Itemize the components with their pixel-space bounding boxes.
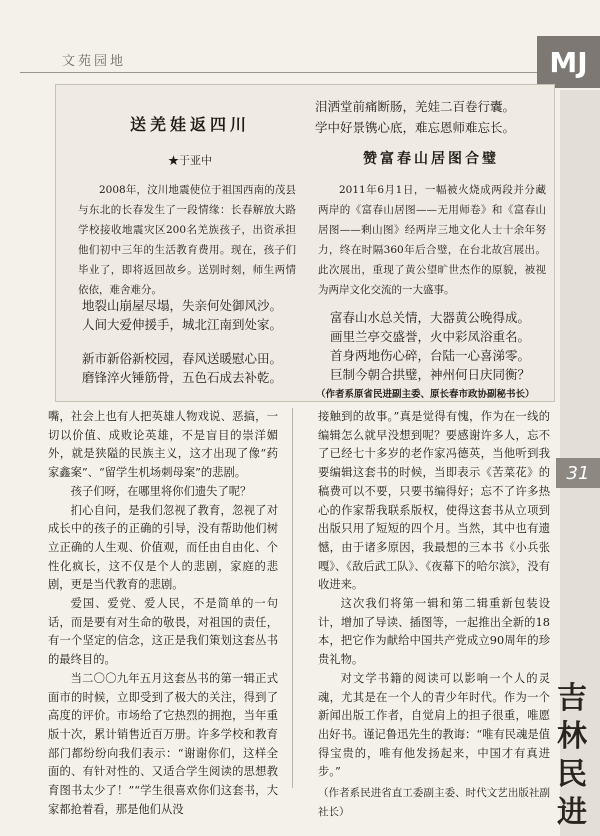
column-name-char: 民	[557, 757, 587, 792]
poem-line: 地裂山崩屋尽塌，失亲何处御风沙。	[82, 298, 283, 313]
column-name-jilin-minjin	[548, 680, 596, 832]
paragraph: 这次我们将第一辑和第二辑重新包装设计，增加了导读、插图等，一起推出全新的18本，把它作为献给中国共产党成立90周年的珍贵礼物。	[318, 597, 550, 667]
poem-1	[82, 296, 302, 402]
header-divider	[20, 72, 538, 73]
article-intro-2: 2011年6月1日，一幅被火烧成两段并分藏两岸的《富春山居图——无用师卷》和《富春山居图——剩山图》经两岸三地文化人士十余年努力，终在时隔360年后合璧，在台北故宫展出。此次展出，重现了黄公望旷世杰作的原貌，被视为两岸文化交流的一大盛事。	[318, 184, 546, 296]
mj-badge: MJ	[537, 36, 600, 88]
poem-line: 富春山水总关情，大器黄公晚得成。	[330, 310, 531, 325]
author-attribution-body: （作者系民进省直工委副主委、时代文艺出版社副社长）	[318, 787, 550, 818]
poem-line: 新市新俗新校园，春风送暖慰心田。	[82, 351, 283, 366]
column-divider	[292, 408, 293, 788]
poem-stanza	[82, 349, 302, 387]
page-number: 31	[556, 458, 600, 488]
section-label: 文苑园地	[62, 54, 127, 69]
article-author: ★于亚中	[168, 154, 212, 167]
paragraph: 当二〇〇九年五月这套丛书的第一辑正式面市的时候，立即受到了极大的关注，得到了高度的评价。市场给了它热烈的拥抱，当年重版十次，累计销售近百万册。许多学校和教育部门都纷纷向我们表示：“谢谢你们，这样全面的、有针对性的、又适合学生阅读的思想教育图书太少了！”“学生很喜欢你们这套书，大家都抢着看，那是他们从没	[48, 671, 278, 816]
poem-line: 泪洒堂前痛断肠，羌娃二百卷行囊。	[315, 99, 516, 114]
poem-line: 画里兰亭交盛誉，火中彩凤浴重名。	[330, 329, 531, 344]
poem-line: 人间大爱伸援手，城北江南到处家。	[82, 317, 283, 332]
body-column-right	[318, 408, 550, 821]
paragraph: 孩子们呀，在哪里将你们遗失了呢？	[70, 484, 252, 498]
poem-1-continued	[315, 96, 545, 138]
article-intro-1: 2008年，汶川地震使位于祖国西南的茂县与东北的长春发生了一段情缘：长春解放大路学校接收地震灾区200名羌族孩子，出资承担他们初中三年的生活教育费用。现在，孩子们毕业了，即将返回故乡。送别时刻，师生两情依依，难舍难分。	[78, 184, 296, 296]
article-title-send-qiang-children: 送羌娃返四川	[129, 115, 250, 134]
column-name-char: 进	[557, 795, 587, 830]
poem-line: 首身两地伤心碎，台陆一心喜涕零。	[330, 348, 531, 363]
paragraph: 对文学书籍的阅读可以影响一个人的灵魂，尤其是在一个人的青少年时代。作为一个新闻出版工作者，自觉肩上的担子很重，唯愿出好书。谨记鲁迅先生的教诲：“唯有民魂是值得宝贵的，唯有他发扬起来，中国才有真进步。”	[318, 671, 550, 779]
paragraph: 嘴，社会上也有人把英雄人物戏说、恶搞，一切以价值、成败论英雄，不是盲目的崇洋媚外，就是狭隘的民族主义，这才出现了像“药家鑫案”、“留学生机场刺母案”的悲剧。	[48, 410, 278, 480]
poem-line: 磨锋淬火锤筋骨，五色石成去补乾。	[82, 370, 283, 385]
poem-stanza	[82, 296, 302, 334]
paragraph: 扪心自问，是我们忽视了教育，忽视了对成长中的孩子的正确的引导，没有帮助他们树立正确的人生观、价值观，而任由自由化、个性化疯长，这不仅是个人的悲剧，家庭的悲剧，更是当代教育的悲剧。	[48, 503, 278, 592]
body-column-left	[48, 408, 278, 819]
article-title-fuchun-painting: 赞富春山居图合璧	[363, 151, 499, 167]
page-header	[0, 0, 600, 80]
poem-line: 学中好景镌心底，难忘恩师难忘长。	[315, 120, 516, 135]
column-name-char: 林	[557, 719, 587, 754]
author-attribution-2: （作者系原省民进副主委、原长春市政协副秘书长）	[316, 389, 535, 400]
paragraph: 爱国、爱党、爱人民，不是简单的一句话，而是要有对生命的敬畏，对祖国的责任，有一个坚定的信念，这正是我们策划这套丛书的最终目的。	[48, 597, 278, 667]
paragraph: 接触到的故事。”真是觉得有愧，作为在一线的编辑怎么就早没想到呢？要感谢许多人，忘不了已经七十多岁的老作家冯德英，当他听到我要编辑这套书的时候，当即表示《苦菜花》的稿费可以不要，只要书编得好；忘不了许多热心的作家帮我联系版权，使得这套书从立项到出版只用了短短的四个月。当然，其中也有遗憾，由于诸多原因，我最想的三本书《小兵张嘎》、《敌后武工队》、《夜幕下的哈尔滨》，没有收进来。	[318, 410, 550, 592]
column-name-char: 吉	[557, 681, 587, 716]
poem-line: 巨制今朝合拱璧，神州何日庆同衡？	[330, 367, 531, 382]
poem-2	[330, 308, 550, 384]
